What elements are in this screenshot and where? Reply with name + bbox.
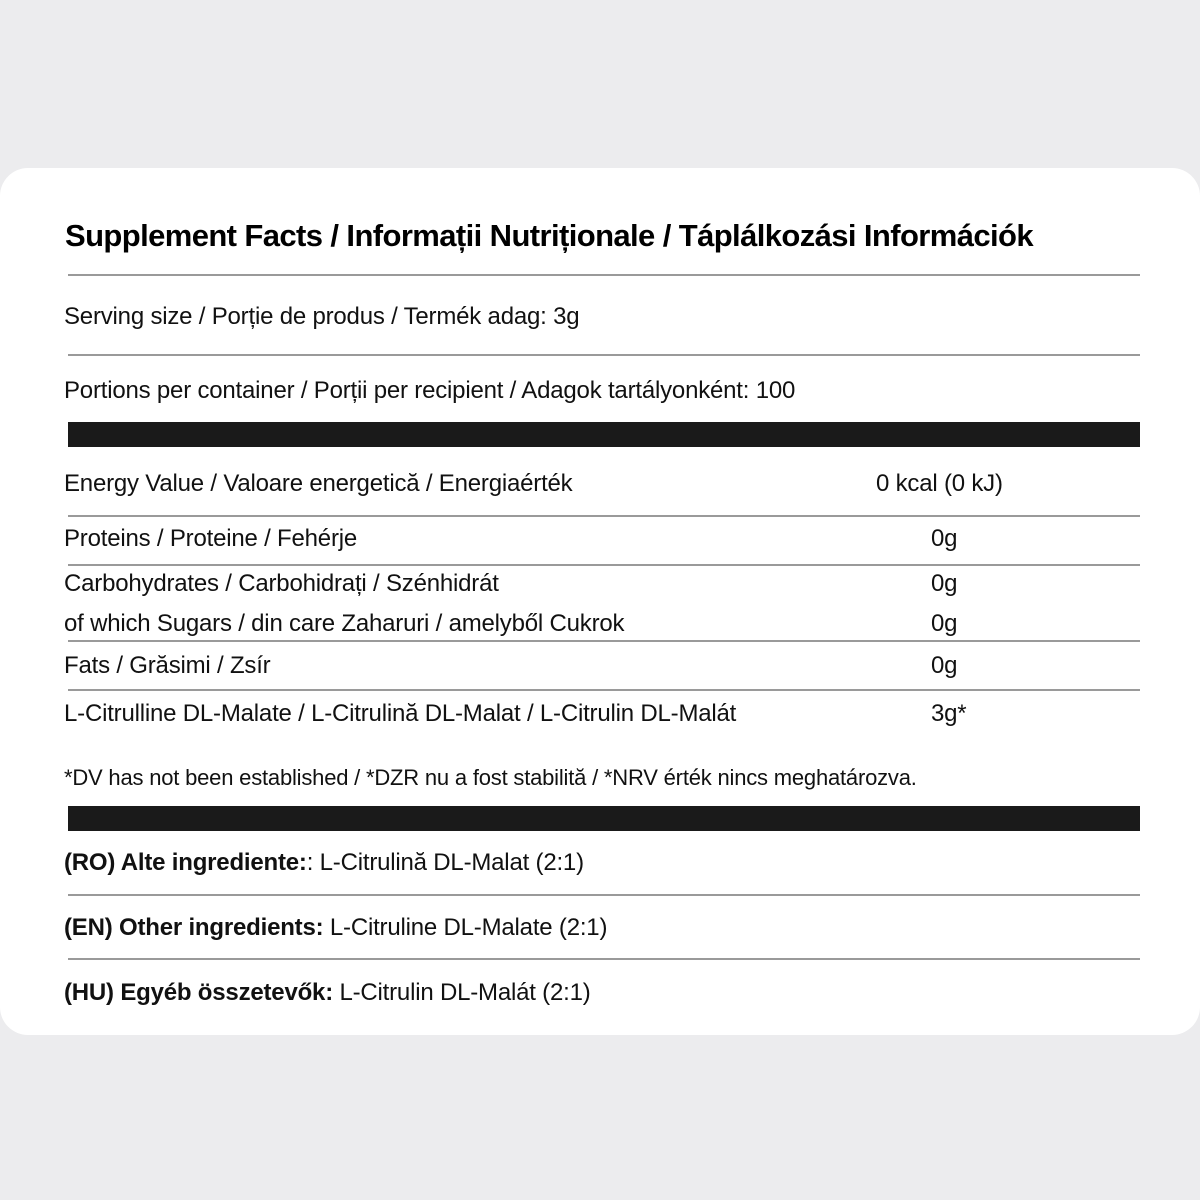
nutrient-label-sugars: of which Sugars / din care Zaharuri / amelyből Cukrok	[64, 610, 625, 637]
divider	[68, 354, 1140, 356]
ingredients-hu	[64, 979, 591, 1007]
ingredients-en-heading: (EN) Other ingredients:	[64, 914, 324, 941]
ingredients-en-text: L-Citruline DL-Malate (2:1)	[323, 914, 608, 941]
ingredients-hu-text: L-Citrulin DL-Malát (2:1)	[333, 979, 591, 1006]
footnote: *DV has not been established / *DZR nu a fost stabilită / *NRV érték nincs meghatározva.	[64, 765, 917, 790]
page-title: Supplement Facts / Informații Nutriționale / Táplálkozási Információk	[65, 218, 1034, 253]
nutrient-label-fats: Fats / Grăsimi / Zsír	[64, 652, 271, 679]
ingredients-ro-heading: (RO) Alte ingrediente:	[64, 849, 307, 876]
portions-per-container: Portions per container / Porții per recipient / Adagok tartályonként: 100	[64, 377, 796, 404]
divider	[68, 274, 1140, 276]
ingredients-en	[64, 914, 607, 942]
nutrient-value-citrulline: 3g*	[931, 700, 967, 727]
thick-bar	[68, 806, 1140, 831]
nutrient-label-proteins: Proteins / Proteine / Fehérje	[64, 525, 358, 552]
divider	[68, 640, 1140, 642]
nutrient-value-proteins: 0g	[931, 525, 958, 552]
ingredients-ro	[64, 849, 584, 877]
nutrient-label-citrulline: L-Citrulline DL-Malate / L-Citrulină DL-Malat / L-Citrulin DL-Malát	[64, 700, 737, 727]
nutrient-value-energy: 0 kcal (0 kJ)	[876, 470, 1003, 497]
thick-bar	[68, 422, 1140, 447]
divider	[68, 564, 1140, 566]
divider	[68, 515, 1140, 517]
ingredients-ro-text: : L-Citrulină DL-Malat (2:1)	[306, 849, 584, 876]
nutrient-label-carbohydrates: Carbohydrates / Carbohidrați / Szénhidrát	[64, 570, 499, 597]
divider	[68, 958, 1140, 960]
nutrient-label-energy: Energy Value / Valoare energetică / Energiaérték	[64, 470, 573, 497]
ingredients-hu-heading: (HU) Egyéb összetevők:	[64, 979, 333, 1006]
divider	[68, 894, 1140, 896]
supplement-facts-card	[0, 168, 1200, 1035]
serving-size: Serving size / Porție de produs / Termék adag: 3g	[64, 303, 580, 330]
nutrient-value-sugars: 0g	[931, 610, 958, 637]
nutrient-value-carbohydrates: 0g	[931, 570, 958, 597]
divider	[68, 689, 1140, 691]
nutrient-value-fats: 0g	[931, 652, 958, 679]
